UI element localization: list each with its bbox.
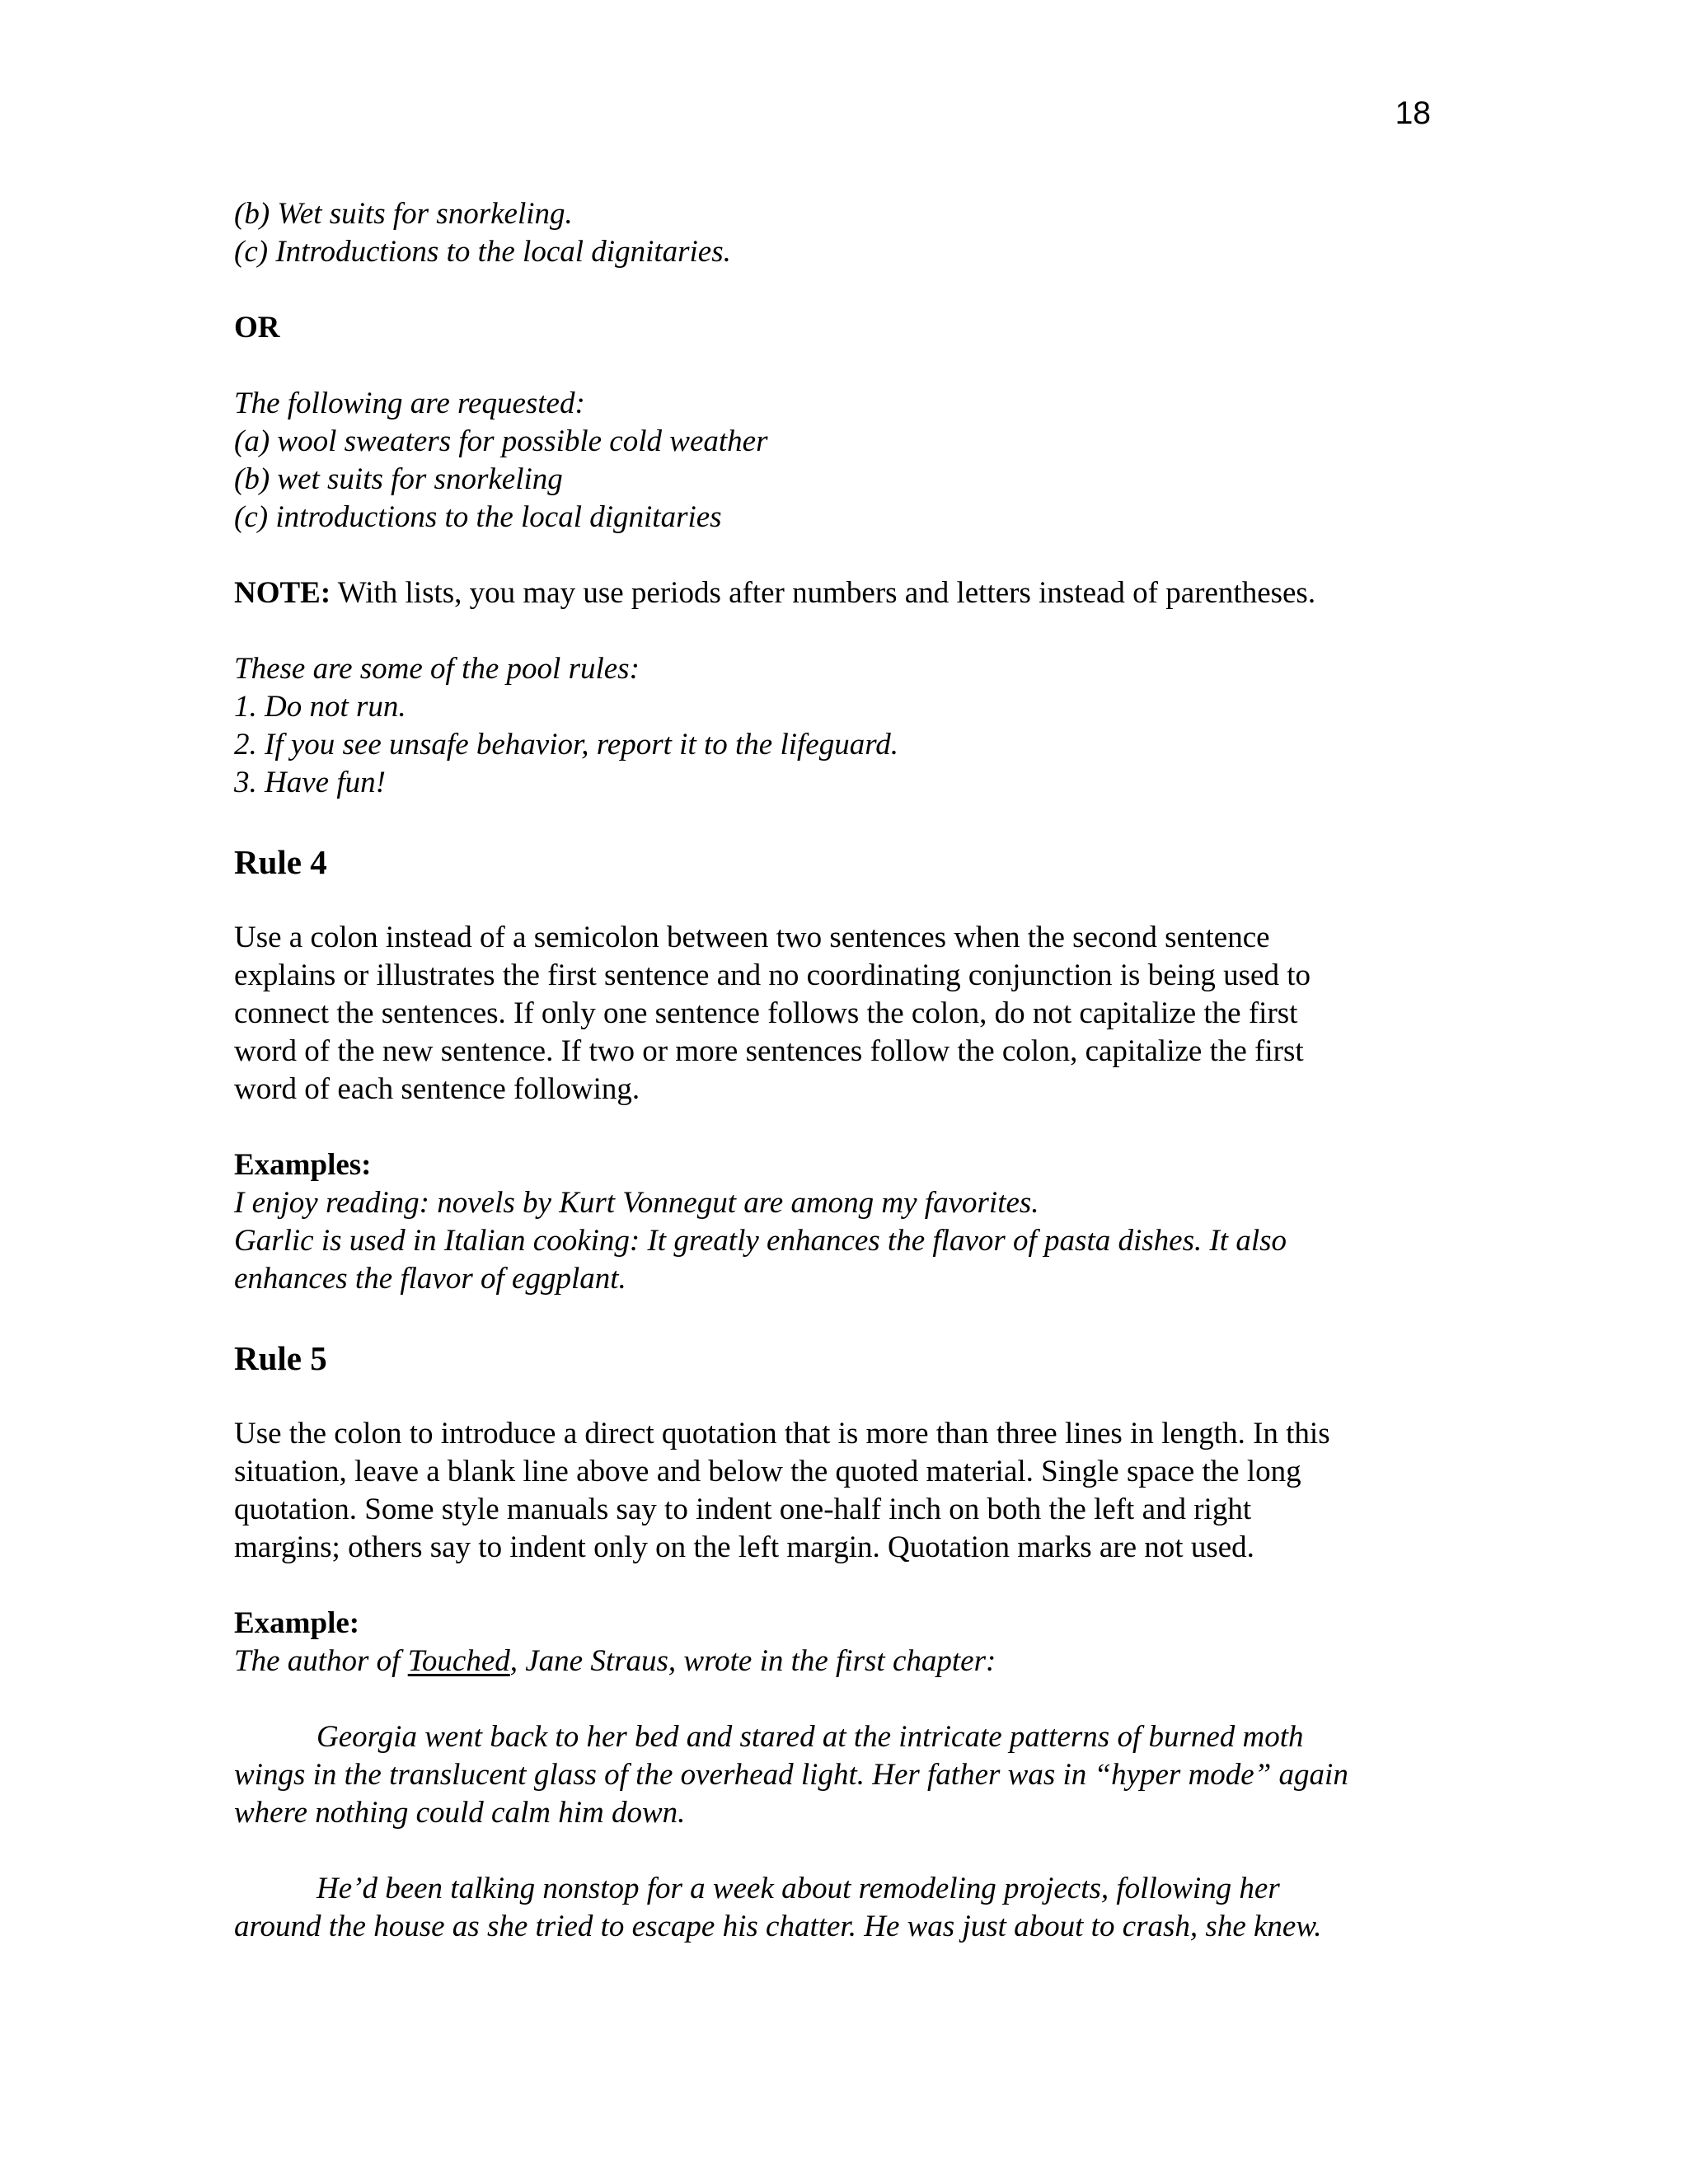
rule-4-heading: Rule 4 bbox=[234, 843, 327, 881]
list-item: (b) Wet suits for snorkeling. bbox=[234, 197, 573, 231]
example-line: enhances the flavor of eggplant. bbox=[234, 1262, 626, 1296]
example-intro bbox=[234, 1643, 1454, 1680]
body-line: explains or illustrates the first sentence and no coordinating conjunction is being used to bbox=[234, 958, 1311, 992]
body-line: word of each sentence following. bbox=[234, 1072, 640, 1106]
body-line: quotation. Some style manuals say to indent one-half inch on both the left and right bbox=[234, 1493, 1252, 1526]
body-line: margins; others say to indent only on the left margin. Quotation marks are not used. bbox=[234, 1530, 1254, 1564]
quote-line: Georgia went back to her bed and stared at the intricate patterns of burned moth bbox=[316, 1720, 1304, 1754]
list-item: 2. If you see unsafe behavior, report it to the lifeguard. bbox=[234, 728, 898, 762]
example-intro-before: The author of bbox=[234, 1644, 408, 1678]
rule-4-examples bbox=[234, 1184, 1454, 1298]
quote-line: wings in the translucent glass of the overhead light. Her father was in “hyper mode” again bbox=[234, 1758, 1348, 1792]
page-content bbox=[234, 195, 1454, 1946]
quote-line: around the house as she tried to escape his chatter. He was just about to crash, she knew. bbox=[234, 1910, 1322, 1943]
quote-line: where nothing could calm him down. bbox=[234, 1796, 686, 1830]
list-item: (c) introductions to the local dignitaries bbox=[234, 500, 722, 534]
rule-5-heading: Rule 5 bbox=[234, 1339, 327, 1377]
rule-4-body bbox=[234, 919, 1454, 1108]
body-line: situation, leave a blank line above and below the quoted material. Single space the long bbox=[234, 1455, 1301, 1488]
body-line: connect the sentences. If only one sentence follows the colon, do not capitalize the first bbox=[234, 996, 1298, 1030]
list-item: (b) wet suits for snorkeling bbox=[234, 462, 563, 496]
list-intro: These are some of the pool rules: bbox=[234, 652, 640, 686]
example-label: Example: bbox=[234, 1606, 360, 1640]
list-capitalized bbox=[234, 195, 1454, 271]
example-intro-after: , Jane Straus, wrote in the first chapter: bbox=[509, 1644, 996, 1678]
note-paragraph bbox=[234, 574, 1454, 612]
list-item: (a) wool sweaters for possible cold weather bbox=[234, 424, 768, 458]
page-number: 18 bbox=[1395, 96, 1431, 131]
list-item: 1. Do not run. bbox=[234, 690, 406, 724]
list-item: 3. Have fun! bbox=[234, 766, 386, 799]
note-label: NOTE: bbox=[234, 576, 331, 610]
list-intro: The following are requested: bbox=[234, 387, 585, 420]
or-label: OR bbox=[234, 311, 280, 344]
example-line: I enjoy reading: novels by Kurt Vonnegut are among my favorites. bbox=[234, 1186, 1039, 1220]
list-item: (c) Introductions to the local dignitaries. bbox=[234, 235, 731, 269]
list-lowercase bbox=[234, 385, 1454, 537]
note-text: With lists, you may use periods after numbers and letters instead of parentheses. bbox=[331, 576, 1316, 610]
body-line: word of the new sentence. If two or more sentences follow the colon, capitalize the first bbox=[234, 1034, 1304, 1068]
examples-label: Examples: bbox=[234, 1148, 372, 1182]
rule-5-body bbox=[234, 1415, 1454, 1567]
quote-line: He’d been talking nonstop for a week about remodeling projects, following her bbox=[316, 1872, 1280, 1905]
book-title: Touched bbox=[407, 1644, 510, 1678]
body-line: Use the colon to introduce a direct quotation that is more than three lines in length. In this bbox=[234, 1417, 1330, 1451]
block-quotation bbox=[234, 1718, 1454, 1946]
pool-rules-list bbox=[234, 650, 1454, 802]
body-line: Use a colon instead of a semicolon between two sentences when the second sentence bbox=[234, 921, 1270, 954]
example-line: Garlic is used in Italian cooking: It greatly enhances the flavor of pasta dishes. It also bbox=[234, 1224, 1287, 1258]
